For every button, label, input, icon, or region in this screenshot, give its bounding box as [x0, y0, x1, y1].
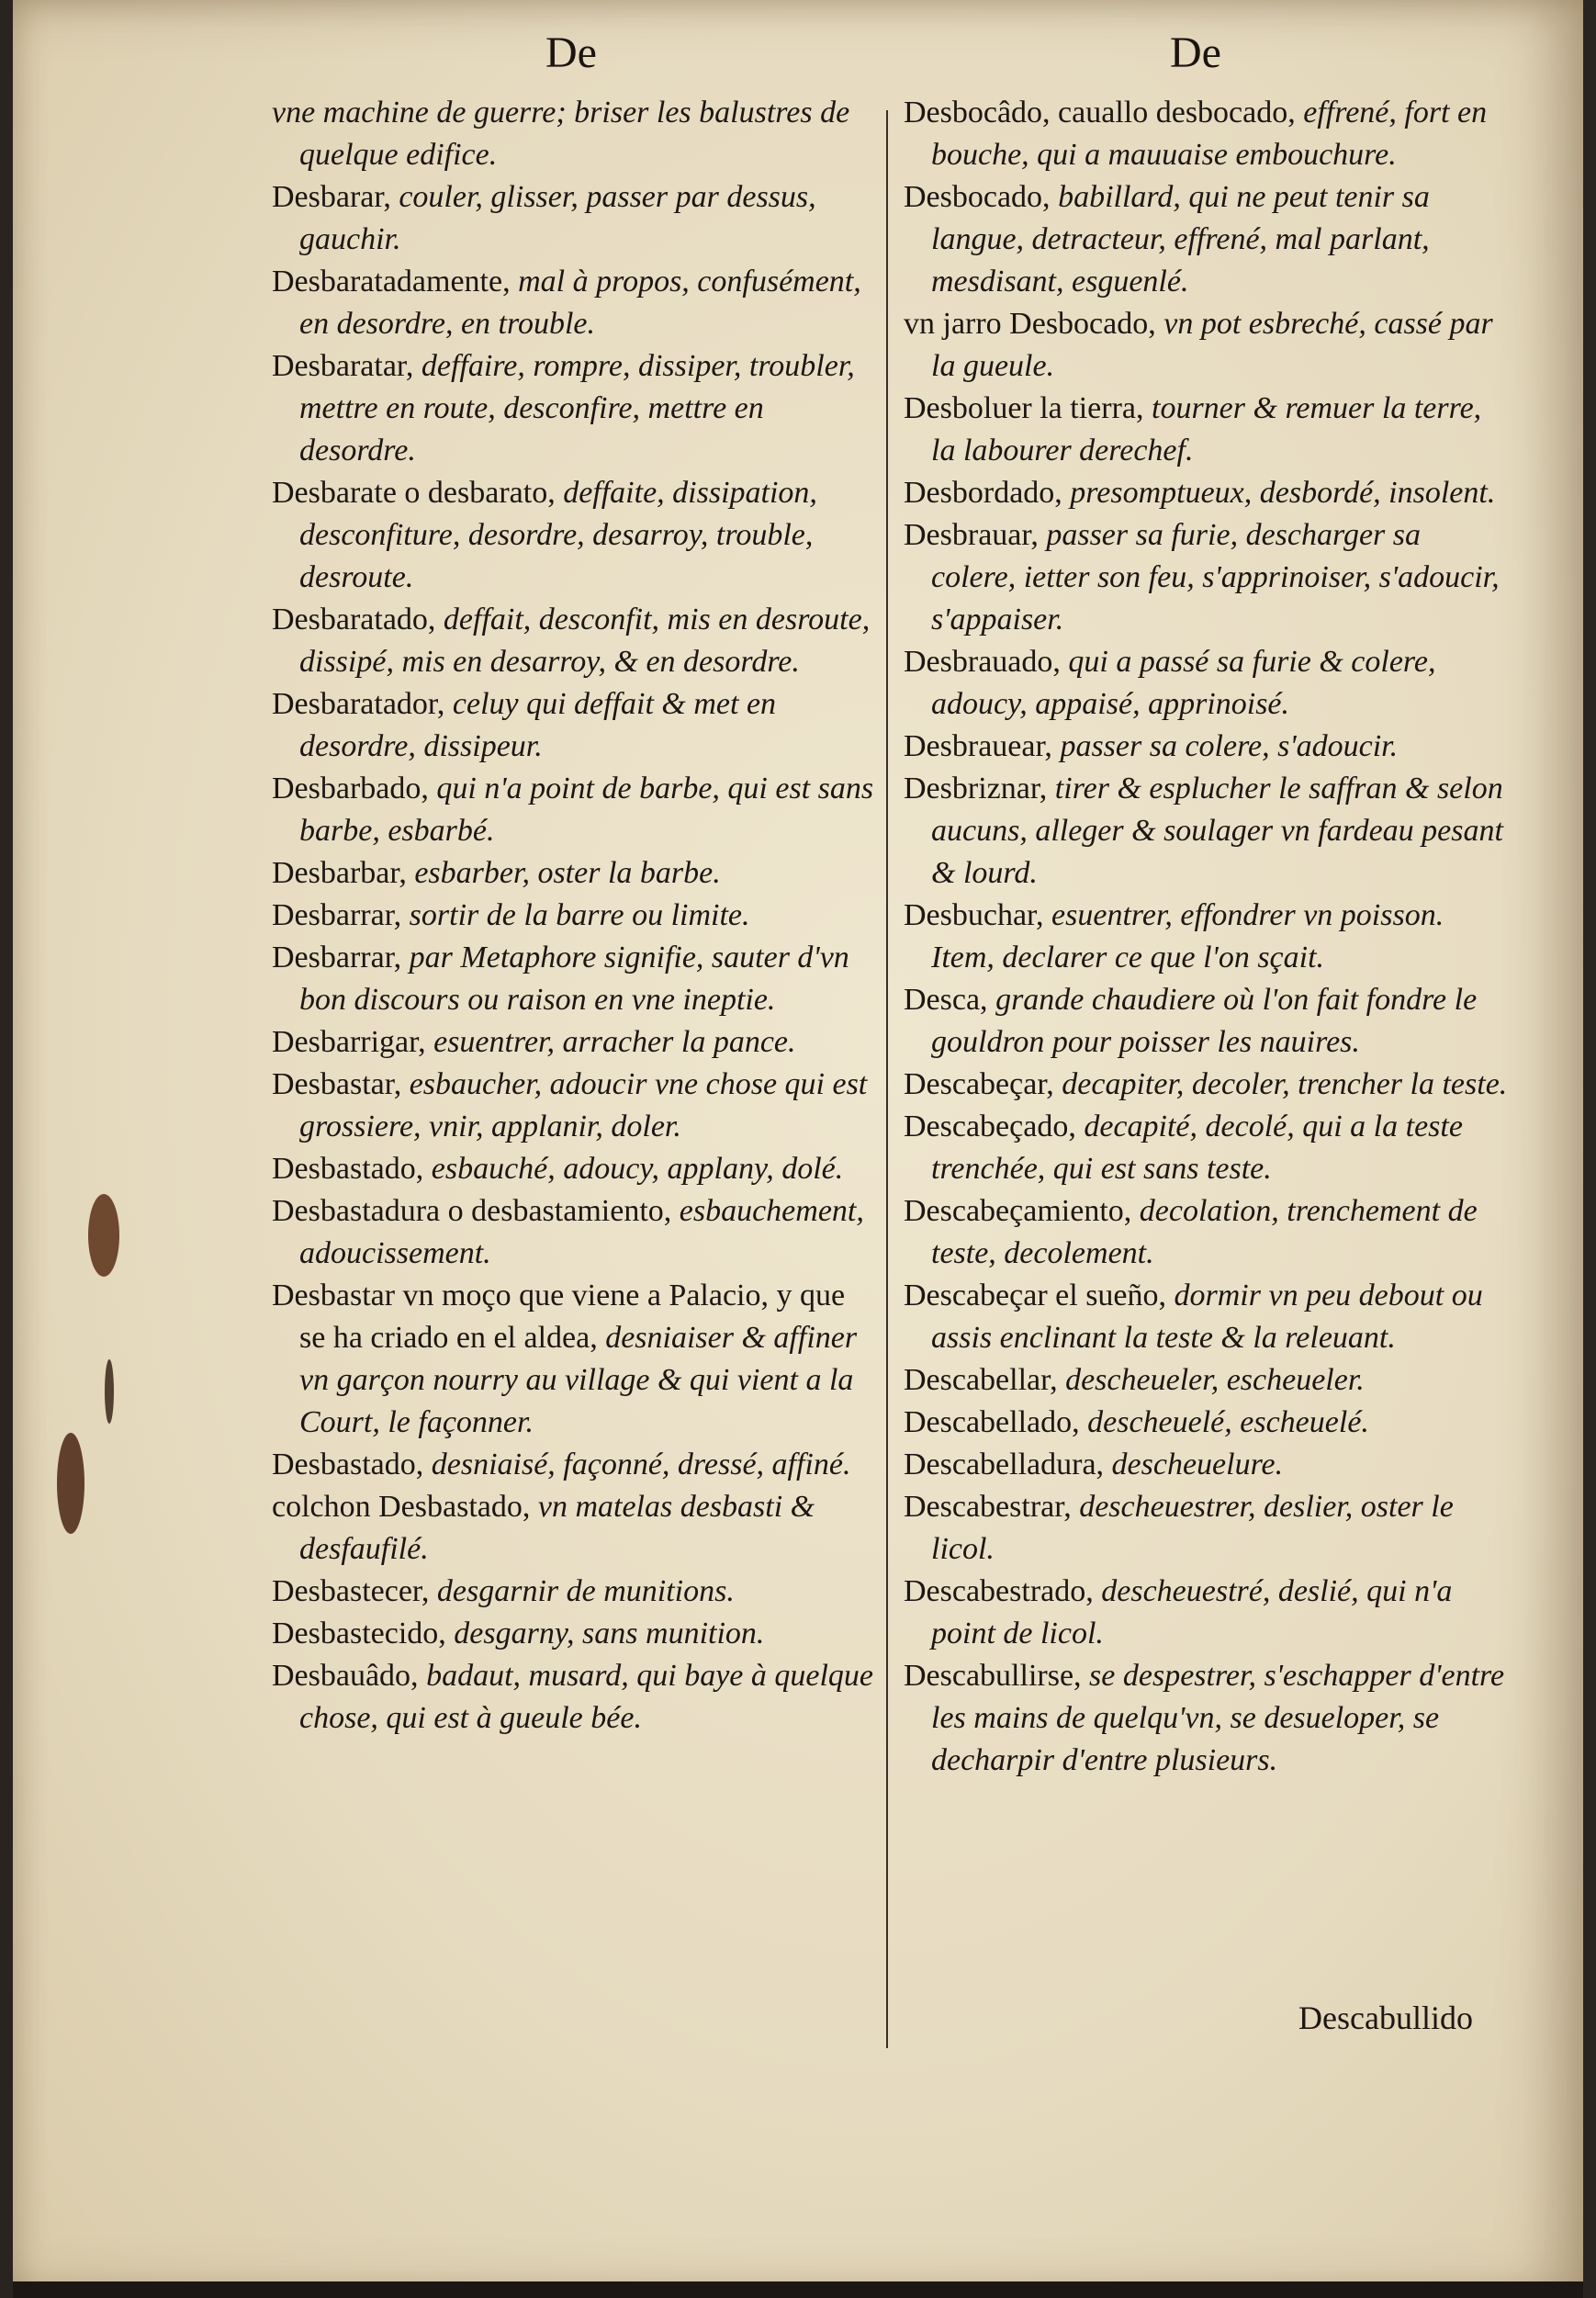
headword: Descabestrado,: [904, 1574, 1102, 1608]
headword: Desbarrar,: [272, 941, 410, 974]
dictionary-entry: [272, 1021, 878, 1064]
headword: Desbauâdo,: [272, 1659, 427, 1693]
dictionary-entry: [904, 176, 1510, 303]
headword: Desbaratado,: [272, 603, 444, 636]
headword: Desbarate o desbarato,: [272, 476, 564, 510]
dictionary-entry: [272, 937, 878, 1021]
left-column: [272, 92, 878, 1740]
definition: descheuelure.: [1111, 1448, 1284, 1481]
headword: Descabeçar el sueño,: [904, 1279, 1175, 1312]
dictionary-entry: [272, 768, 878, 852]
dictionary-entry: [272, 472, 878, 599]
dictionary-entry: [272, 683, 878, 768]
headword: Desbocado,: [904, 180, 1059, 214]
dictionary-entry: [272, 1190, 878, 1275]
column-divider: [886, 110, 888, 2048]
book-page: [13, 0, 1583, 2298]
definition: dormir vn peu debout ou assis enclinant la teste & la releuant.: [931, 1279, 1483, 1355]
left-running-header: De: [545, 28, 597, 77]
headword: Desbaratadamente,: [272, 265, 519, 299]
headword: colchon Desbastado,: [272, 1490, 538, 1524]
definition: tirer & esplucher le saffran & selon aucuns, alleger & soulager vn fardeau pesant & lourd.: [931, 772, 1503, 890]
definition: mal à propos, confusément, en desordre, en trouble.: [299, 265, 861, 341]
headword: Desbrauado,: [904, 645, 1069, 679]
definition: decapiter, decoler, trencher la teste.: [1062, 1067, 1508, 1101]
definition: decolation, trenchement de teste, decolement.: [931, 1194, 1478, 1270]
catchword: Descabullido: [1298, 1999, 1473, 2036]
headword: Desbastado,: [272, 1152, 432, 1186]
right-column: [904, 92, 1510, 1782]
definition: qui a passé sa furie & colere, adoucy, appaisé, apprinoisé.: [931, 645, 1436, 721]
dictionary-entry: [904, 1402, 1510, 1444]
definition: babillard, qui ne peut tenir sa langue, detracteur, effrené, mal parlant, mesdisant, esguenlé.: [931, 180, 1430, 299]
ink-stain: [88, 1194, 119, 1277]
definition: vne machine de guerre; briser les balustres de quelque edifice.: [272, 96, 850, 172]
definition: desniaisé, façonné, dressé, affiné.: [431, 1448, 851, 1481]
definition: deffaire, rompre, dissiper, troubler, mettre en route, desconfire, mettre en desordre.: [299, 349, 855, 467]
definition: grande chaudiere où l'on fait fondre le gouldron pour poisser les nauires.: [931, 983, 1478, 1059]
definition: esuentrer, arracher la pance.: [433, 1025, 796, 1059]
headword: Desbuchar,: [904, 898, 1052, 932]
headword: Desbastar vn moço que viene a Palacio, y que se ha criado en el aldea,: [272, 1279, 846, 1355]
headword: Desbastecer,: [272, 1574, 437, 1608]
dictionary-entry: [904, 1106, 1510, 1190]
definition: esbarber, oster la barbe.: [414, 856, 721, 890]
dictionary-entry: [904, 641, 1510, 726]
definition: qui n'a point de barbe, qui est sans barbe, esbarbé.: [299, 772, 874, 848]
dictionary-entry: [904, 1444, 1510, 1486]
headword: Desbordado,: [904, 476, 1071, 510]
headword: Desbarrigar,: [272, 1025, 434, 1059]
headword: Descabellado,: [904, 1405, 1088, 1439]
definition: esuentrer, effondrer vn poisson. Item, declarer ce que l'on sçait.: [931, 898, 1444, 974]
dictionary-entry: [272, 1275, 878, 1444]
definition: couler, glisser, passer par dessus, gauchir.: [299, 180, 816, 256]
definition: se despestrer, s'eschapper d'entre les mains de quelqu'vn, se desueloper, se decharpir d'entre plusieurs.: [931, 1659, 1505, 1777]
definition: descheuelé, escheuelé.: [1087, 1405, 1369, 1439]
page-edge: [13, 2281, 1583, 2298]
definition: vn pot esbreché, cassé par la gueule.: [931, 307, 1493, 383]
definition: deffait, desconfit, mis en desroute, dissipé, mis en desarroy, & en desordre.: [299, 603, 871, 679]
dictionary-entry: [272, 895, 878, 937]
definition: badaut, musard, qui baye à quelque chose, qui est à gueule bée.: [299, 1659, 874, 1735]
headword: Desbarar,: [272, 180, 399, 214]
definition: esbauchement, adoucissement.: [299, 1194, 864, 1270]
headword: Desbrauear,: [904, 729, 1061, 763]
definition: esbaucher, adoucir vne chose qui est grossiere, vnir, applanir, doler.: [299, 1067, 868, 1143]
definition: tourner & remuer la terre, la labourer derechef.: [931, 391, 1482, 467]
headword: Desbrauar,: [904, 518, 1047, 552]
definition: par Metaphore signifie, sauter d'vn bon discours ou raison en vne ineptie.: [299, 941, 849, 1017]
dictionary-entry: [904, 303, 1510, 388]
headword: Desbocâdo, cauallo desbocado,: [904, 96, 1304, 130]
dictionary-entry: [904, 1359, 1510, 1402]
headword: Descabeçado,: [904, 1110, 1085, 1143]
dictionary-entry: [904, 1486, 1510, 1571]
definition: descheueler, escheueler.: [1065, 1363, 1365, 1397]
dictionary-entry: [272, 92, 878, 176]
definition: passer sa furie, descharger sa colere, ietter son feu, s'apprinoiser, s'adoucir, s'appaiser.: [931, 518, 1500, 636]
definition: desgarnir de munitions.: [436, 1574, 735, 1608]
dictionary-entry: [904, 1655, 1510, 1782]
definition: esbauché, adoucy, applany, dolé.: [431, 1152, 844, 1186]
right-running-header: De: [1170, 28, 1221, 77]
ink-stain: [57, 1433, 84, 1534]
definition: desniaiser & affiner vn garçon nourry au village & qui vient a la Court, le façonner.: [299, 1321, 858, 1439]
headword: Desbarbar,: [272, 856, 415, 890]
dictionary-entry: [904, 1190, 1510, 1275]
headword: Descabeçar,: [904, 1067, 1062, 1101]
headword: Descabestrar,: [904, 1490, 1080, 1524]
definition: effrené, fort en bouche, qui a mauuaise embouchure.: [931, 96, 1488, 172]
definition: desgarny, sans munition.: [454, 1616, 765, 1650]
headword: Desbaratador,: [272, 687, 453, 721]
definition: descheuestré, deslié, qui n'a point de licol.: [931, 1574, 1453, 1650]
headword: Desbaratar,: [272, 349, 421, 383]
dictionary-entry: [272, 599, 878, 683]
dictionary-entry: [272, 1064, 878, 1148]
dictionary-entry: [272, 852, 878, 895]
dictionary-entry: [904, 472, 1510, 514]
headword: Desbarbado,: [272, 772, 437, 805]
definition: descheuestrer, deslier, oster le licol.: [931, 1490, 1454, 1566]
dictionary-entry: [904, 979, 1510, 1064]
dictionary-entry: [904, 726, 1510, 768]
headword: Descabellar,: [904, 1363, 1066, 1397]
dictionary-entry: [904, 1571, 1510, 1655]
ink-stain: [105, 1359, 114, 1424]
headword: vn jarro Desbocado,: [904, 307, 1164, 341]
definition: presomptueux, desbordé, insolent.: [1070, 476, 1496, 510]
definition: sortir de la barre ou limite.: [409, 898, 750, 932]
headword: Desca,: [904, 983, 996, 1017]
headword: Desbastar,: [272, 1067, 410, 1101]
dictionary-entry: [904, 768, 1510, 895]
definition: passer sa colere, s'adoucir.: [1060, 729, 1399, 763]
headword: Descabelladura,: [904, 1448, 1112, 1481]
headword: Descabeçamiento,: [904, 1194, 1140, 1228]
dictionary-entry: [272, 345, 878, 472]
headword: Descabullirse,: [904, 1659, 1090, 1693]
dictionary-entry: [272, 1655, 878, 1740]
dictionary-entry: [272, 1613, 878, 1655]
headword: Desbriznar,: [904, 772, 1055, 805]
definition: decapité, decolé, qui a la teste trenchée, qui est sans teste.: [931, 1110, 1463, 1186]
dictionary-entry: [904, 514, 1510, 641]
definition: vn matelas desbasti & desfaufilé.: [299, 1490, 815, 1566]
dictionary-entry: [904, 388, 1510, 472]
definition: celuy qui deffait & met en desordre, dissipeur.: [299, 687, 777, 763]
dictionary-entry: [272, 1148, 878, 1190]
dictionary-entry: [904, 92, 1510, 176]
headword: Desboluer la tierra,: [904, 391, 1152, 425]
dictionary-entry: [904, 1275, 1510, 1359]
headword: Desbarrar,: [272, 898, 410, 932]
dictionary-entry: [272, 1571, 878, 1613]
headword: Desbastadura o desbastamiento,: [272, 1194, 680, 1228]
dictionary-entry: [272, 1486, 878, 1571]
dictionary-entry: [904, 895, 1510, 979]
headword: Desbastado,: [272, 1448, 432, 1481]
dictionary-entry: [272, 1444, 878, 1486]
definition: deffaite, dissipation, desconfiture, desordre, desarroy, trouble, desroute.: [299, 476, 817, 594]
dictionary-entry: [904, 1064, 1510, 1106]
dictionary-entry: [272, 261, 878, 345]
dictionary-entry: [272, 176, 878, 261]
headword: Desbastecido,: [272, 1616, 455, 1650]
